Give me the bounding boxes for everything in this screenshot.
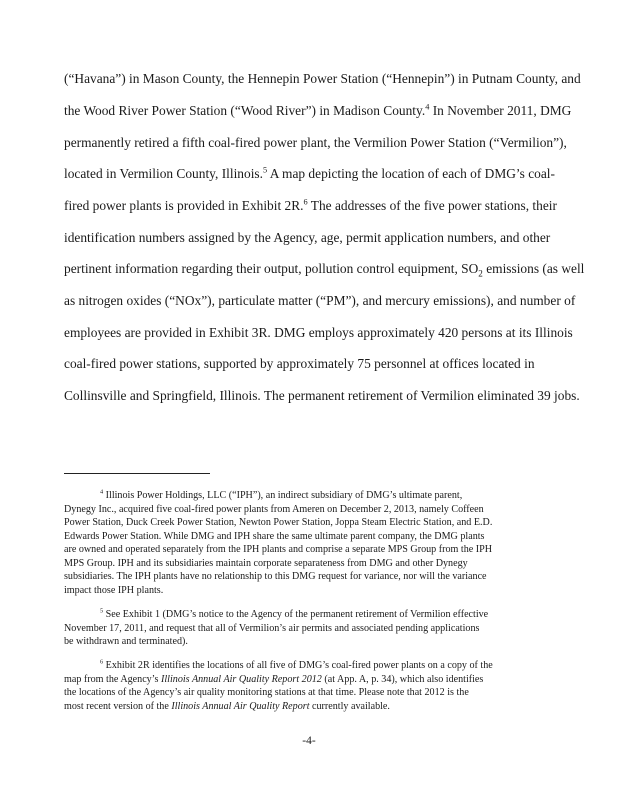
footnote-6-line-3: the locations of the Agency’s air quality monitoring stations at that time. Please note that 2012 is the	[64, 687, 469, 698]
footnote-4-line-5: are owned and operated separately from the IPH plants and comprise a separate MPS Group from the IPH	[64, 544, 493, 555]
body-line-9: employees are provided in Exhibit 3R. DMG employs approximately 420 persons at its Illinois	[64, 325, 573, 340]
body-line-7: pertinent information regarding their output, pollution control equipment, $SO_2$ emissions (as well	[64, 261, 585, 279]
report-title-italic: Illinois Annual Air Quality Report	[171, 701, 310, 712]
footnote-5-line-3: be withdrawn and terminated).	[64, 636, 188, 647]
footnote-ref-6: 6	[303, 197, 308, 207]
footnote-4-line-7: subsidiaries. The IPH plants have no relationship to this DMG request for variance, nor will the variance	[64, 571, 487, 582]
body-line-8: as nitrogen oxides (“NOx”), particulate matter (“PM”), and mercury emissions), and number of	[64, 293, 576, 308]
body-line-2: the Wood River Power Station (“Wood River”) in Madison County.$^4$ In November 2011, DMG	[64, 102, 572, 118]
body-line-10: coal-fired power stations, supported by approximately 75 personnel at offices located in	[64, 356, 535, 371]
page-number: -4-	[302, 735, 316, 747]
footnote-4-line-3: Power Station, Duck Creek Power Station, Newton Power Station, Joppa Steam Electric Station, and E.D.	[64, 517, 493, 528]
footnote-4-line-8: impact those IPH plants.	[64, 585, 164, 596]
footnote-ref-5: 5	[262, 165, 268, 175]
report-title-italic: Illinois Annual Air Quality Report 2012	[161, 674, 322, 685]
footnote-6-line-4: most recent version of the Illinois Annual Air Quality Report currently available.	[64, 701, 390, 712]
body-line-5: fired power plants is provided in Exhibit 2R.$^6$ The addresses of the five power stations, their	[64, 197, 557, 213]
footnote-ref-4: 4	[425, 102, 430, 112]
body-line-3: permanently retired a fifth coal-fired power plant, the Vermilion Power Station (“Vermilion”),	[64, 135, 567, 150]
body-line-6: identification numbers assigned by the Agency, age, permit application numbers, and other	[64, 230, 551, 245]
footnote-4-line-2: Dynegy Inc., acquired five coal-fired power plants from Ameren on December 2, 2013, namely Coffeen	[64, 504, 484, 515]
body-line-1: (“Havana”) in Mason County, the Hennepin Power Station (“Hennepin”) in Putnam County, and	[64, 71, 581, 86]
footnote-5-line-2: November 17, 2011, and request that all of Vermilion’s air permits and associated pending applications	[64, 623, 480, 634]
footnote-6-line-2: map from the Agency’s Illinois Annual Air Quality Report 2012 (at App. A, p. 34), which also identifies	[64, 674, 484, 685]
footnote-5-line-1: $^5$ See Exhibit 1 (DMG’s notice to the Agency of the permanent retirement of Vermilion effective	[100, 607, 489, 620]
footnote-4-line-1: $^4$ Illinois Power Holdings, LLC (“IPH”), an indirect subsidiary of DMG’s ultimate parent,	[100, 488, 463, 501]
footnote-separator	[64, 473, 210, 474]
body-line-4: located in Vermilion County, Illinois.$^5$ A map depicting the location of each of DMG’s coal-	[64, 165, 555, 181]
footnote-6-line-1: $^6$ Exhibit 2R identifies the locations of all five of DMG’s coal-fired power plants on a copy of the	[100, 658, 493, 671]
footnote-4-line-6: MPS Group. IPH and its subsidiaries maintain corporate separateness from DMG and other Dynegy	[64, 558, 468, 569]
footnote-4-line-4: Edwards Power Station. While DMG and IPH share the same ultimate parent company, the DMG plants	[64, 531, 485, 542]
body-line-11: Collinsville and Springfield, Illinois. The permanent retirement of Vermilion eliminated 39 jobs.	[64, 388, 580, 403]
